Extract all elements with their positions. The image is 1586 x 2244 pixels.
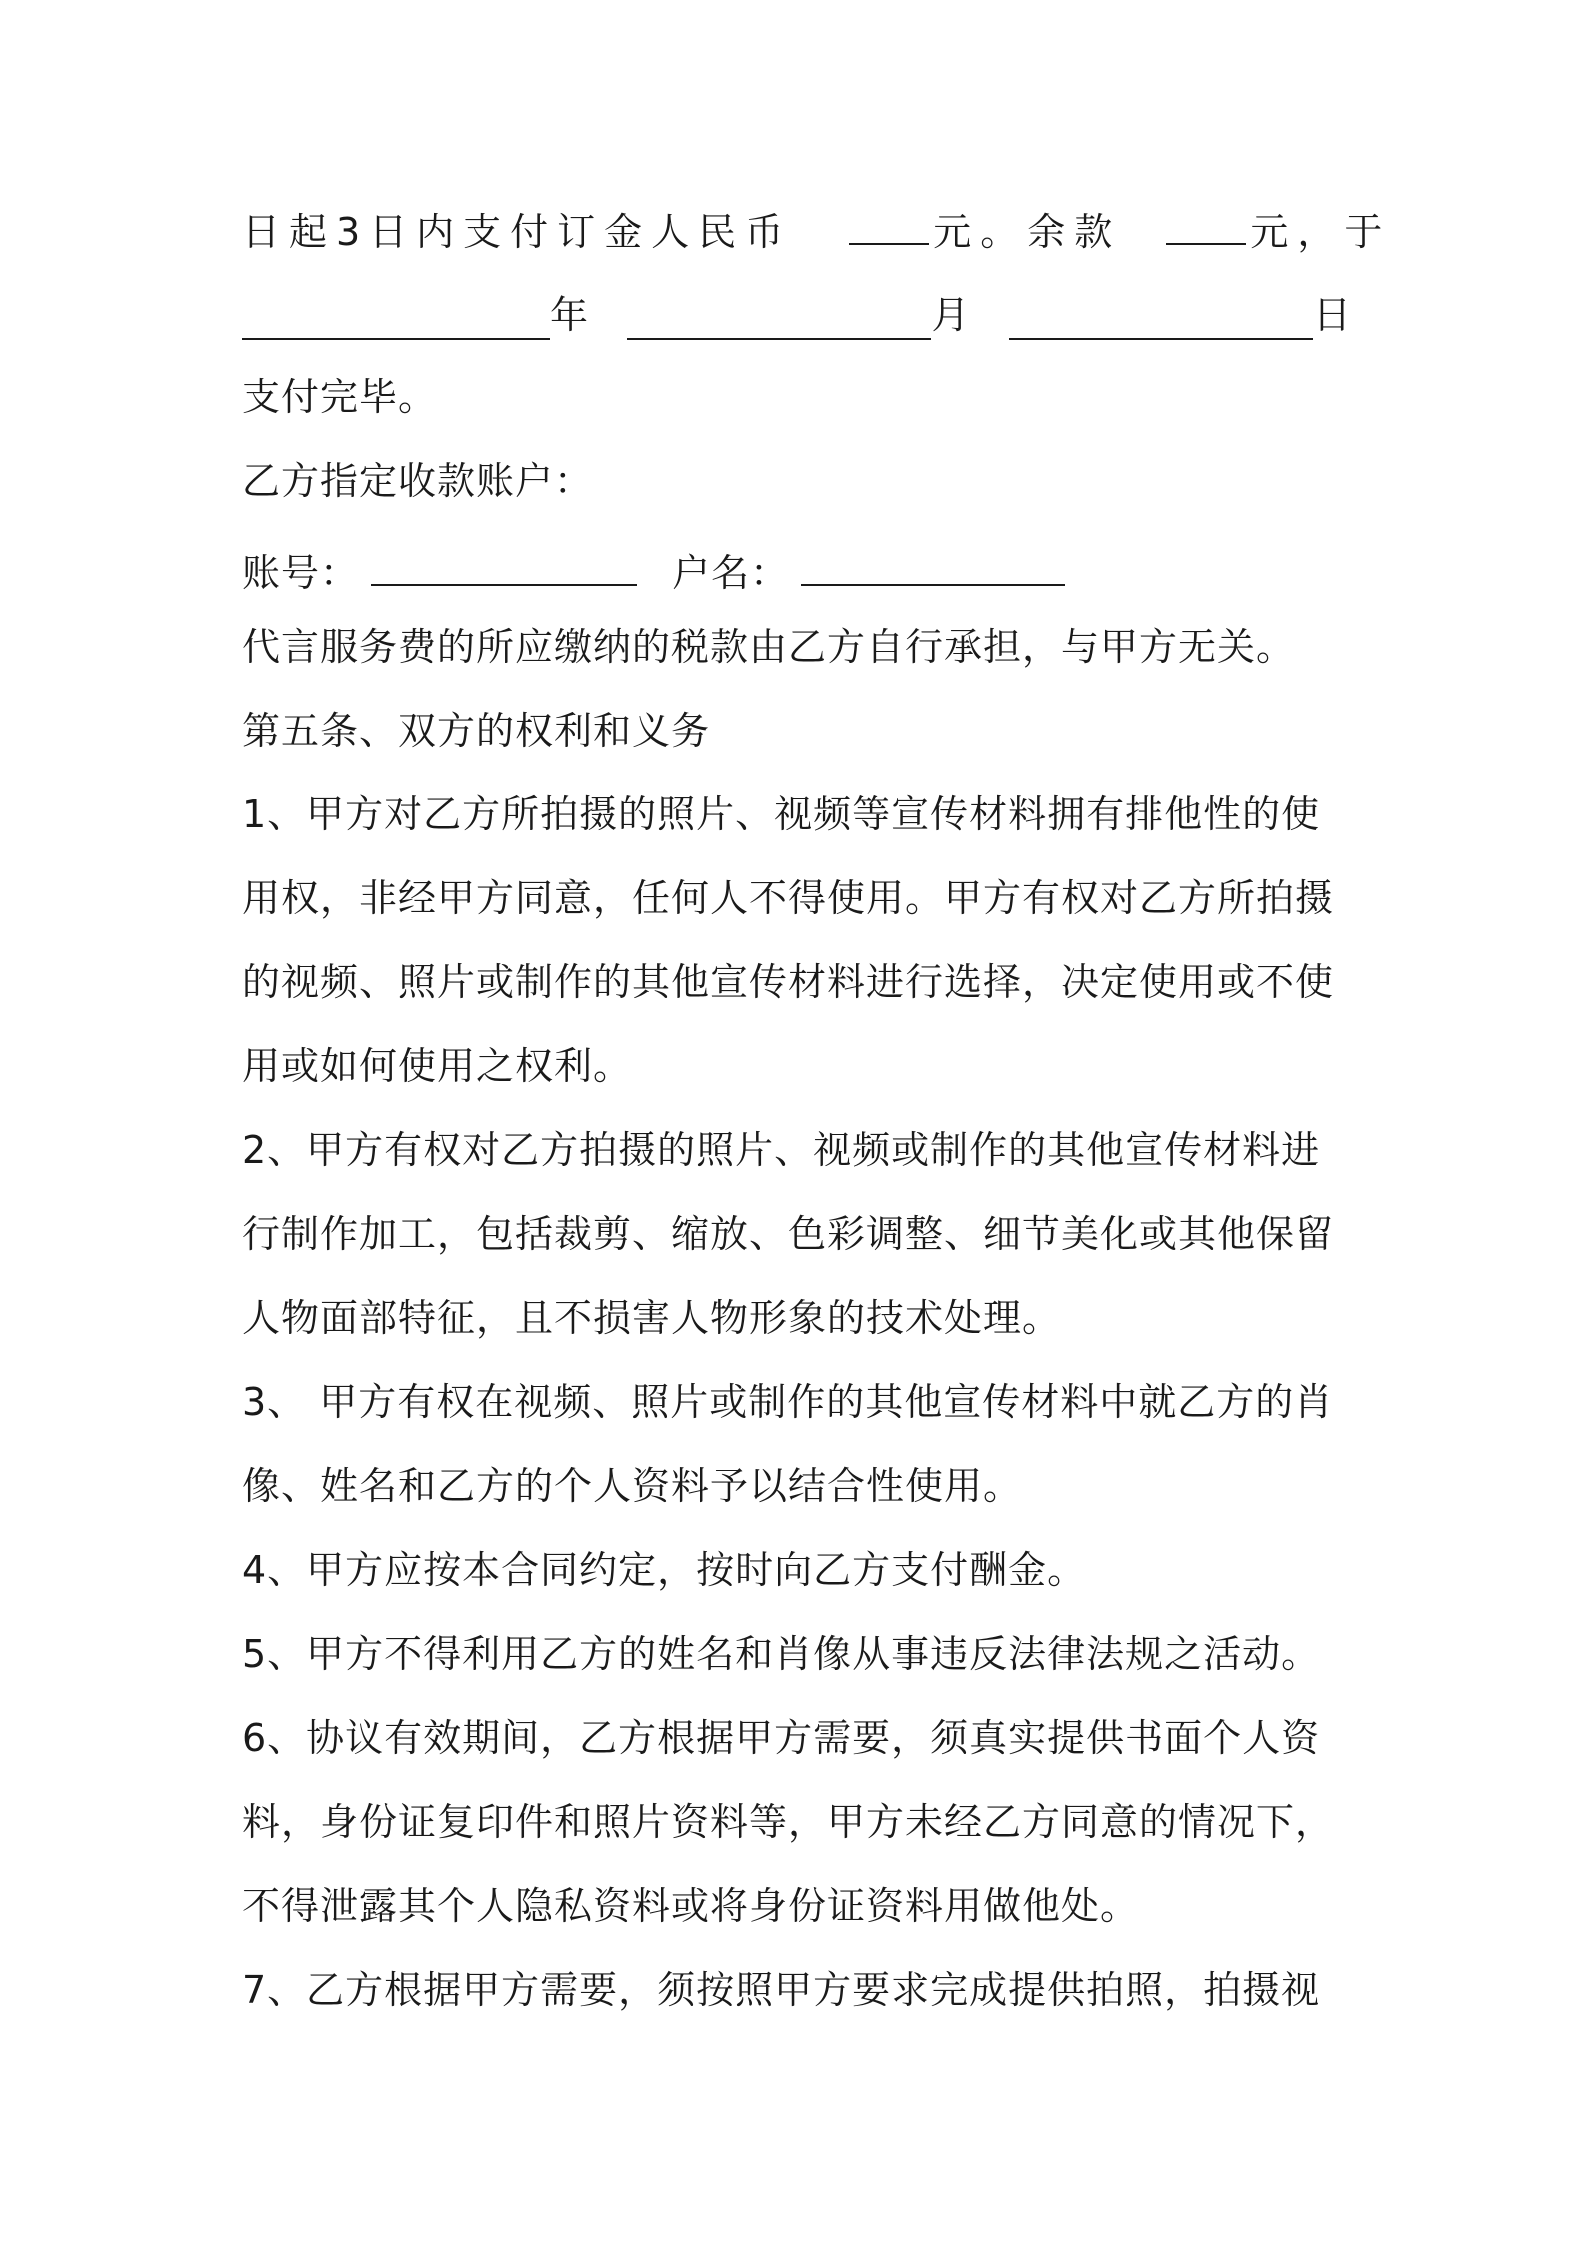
clause-line: 2、甲方有权对乙方拍摄的照片、视频或制作的其他宣传材料进 <box>242 1128 1321 1172</box>
clause-line: 的视频、照片或制作的其他宣传材料进行选择，决定使用或不使 <box>242 960 1335 1004</box>
section-title: 第五条、双方的权利和义务 <box>242 709 711 753</box>
deposit-amount-blank <box>849 205 929 245</box>
clause-line: 5、甲方不得利用乙方的姓名和肖像从事违反法律法规之活动。 <box>242 1632 1321 1676</box>
clause-line: 用或如何使用之权利。 <box>242 1044 633 1088</box>
clause-line: 3、 甲方有权在视频、照片或制作的其他宣传材料中就乙方的肖 <box>242 1380 1334 1424</box>
clause-line: 4、甲方应按本合同约定，按时向乙方支付酬金。 <box>242 1548 1087 1592</box>
tax-note: 代言服务费的所应缴纳的税款由乙方自行承担，与甲方无关。 <box>242 625 1296 669</box>
clause-line: 人物面部特征，且不损害人物形象的技术处理。 <box>242 1296 1062 1340</box>
balance-amount-blank <box>1166 205 1246 245</box>
month-label: 月 <box>931 293 971 337</box>
payment-text-start: 日起3日内支付订金人民币 <box>242 210 793 254</box>
year-blank <box>242 300 550 340</box>
clause-line: 6、协议有效期间，乙方根据甲方需要，须真实提供书面个人资 <box>242 1716 1321 1760</box>
payment-text-balance: 元。余款 <box>933 210 1122 254</box>
clause-line: 像、姓名和乙方的个人资料予以结合性使用。 <box>242 1464 1023 1508</box>
clause-line: 料，身份证复印件和照片资料等，甲方未经乙方同意的情况下， <box>242 1800 1335 1844</box>
account-fields-line <box>242 546 1352 598</box>
day-blank <box>1009 300 1313 340</box>
clause-line: 7、乙方根据甲方需要，须按照甲方要求完成提供拍照，拍摄视 <box>242 1968 1321 2012</box>
account-name-blank <box>801 546 1065 586</box>
account-heading: 乙方指定收款账户： <box>242 459 594 503</box>
account-name-label: 户名： <box>672 551 790 595</box>
payment-line-3: 支付完毕。 <box>242 375 438 419</box>
clause-line: 用权，非经甲方同意，任何人不得使用。甲方有权对乙方所拍摄 <box>242 876 1335 920</box>
payment-line-1 <box>242 205 1392 257</box>
year-label: 年 <box>550 293 590 337</box>
payment-text-due: 元，于 <box>1250 210 1392 254</box>
clause-line: 不得泄露其个人隐私资料或将身份证资料用做他处。 <box>242 1884 1140 1928</box>
month-blank <box>627 300 931 340</box>
account-number-label: 账号： <box>242 551 360 595</box>
payment-date-line <box>242 290 1352 340</box>
clause-line: 行制作加工，包括裁剪、缩放、色彩调整、细节美化或其他保留 <box>242 1212 1335 1256</box>
clause-line: 1、甲方对乙方所拍摄的照片、视频等宣传材料拥有排他性的使 <box>242 792 1321 836</box>
day-label: 日 <box>1312 293 1352 337</box>
account-number-blank <box>371 546 637 586</box>
